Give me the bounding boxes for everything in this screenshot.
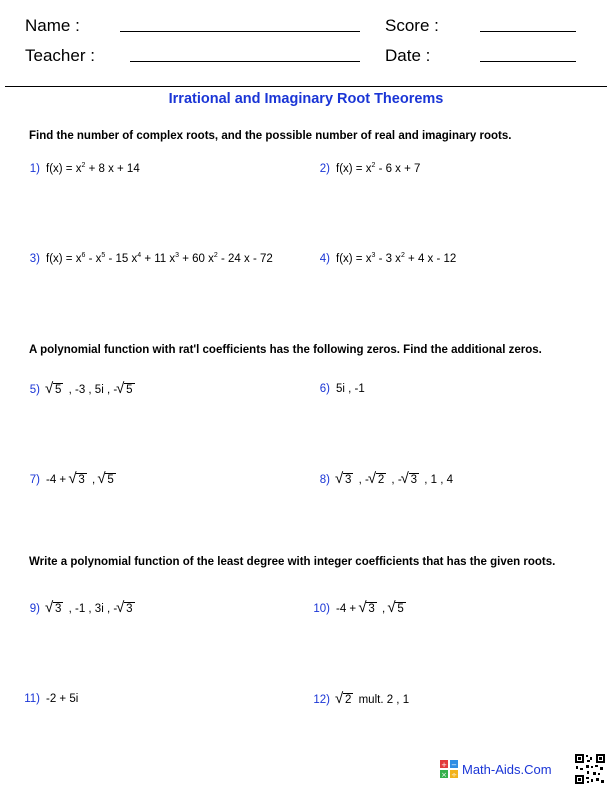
problem-8 — [310, 470, 454, 487]
problem-expression: $f(x) = x^6 - x^5 - 15$ $x^4 + 11$ $x^3 + 60$ $x^2 - 24$ x - 72 — [46, 252, 273, 265]
problem-expression: √ 3 , - √ 2 , - √ 3 , 1 , 4 — [335, 470, 454, 487]
sqrt-symbol: √ 2 — [335, 690, 352, 707]
sqrt-symbol: √ 3 — [45, 599, 62, 616]
problem-expression: $f(x) = x^3 - 3$ $x^2 + 4$ x - 12 — [336, 252, 457, 265]
problem-number: 9) — [29, 603, 40, 615]
problem-expression: -4 + √ 3 , √ 5 — [336, 599, 404, 616]
sqrt-symbol: √ 5 — [116, 380, 133, 397]
problem-number: 6) — [319, 383, 330, 395]
sqrt-symbol: √ 3 — [358, 599, 375, 616]
qr-code-icon — [575, 754, 605, 784]
sqrt-symbol: √ 5 — [45, 380, 62, 397]
problem-number: 3) — [29, 253, 40, 265]
svg-text:÷: ÷ — [451, 771, 457, 778]
problem-number: 12) — [313, 694, 330, 706]
problem-expression: √ 5 , -3 , 5i , - √ 5 — [45, 380, 133, 397]
name-blank — [120, 31, 360, 32]
problem-number: 7) — [29, 474, 40, 486]
worksheet-title: Irrational and Imaginary Root Theorems — [168, 91, 444, 107]
section-3-instruction: Write a polynomial function of the least degree with integer coefficients that has the given roots. — [29, 556, 556, 568]
problem-5 — [20, 380, 137, 397]
header-divider — [5, 86, 607, 87]
sqrt-symbol: √ 3 — [116, 599, 133, 616]
section-1-instruction: Find the number of complex roots, and the possible number of real and imaginary roots. — [29, 130, 512, 142]
problem-11 — [20, 693, 78, 705]
problem-expression: √ 3 , -1 , 3i , - √ 3 — [45, 599, 133, 616]
problem-9 — [20, 599, 137, 616]
footer-brand-text: Math-Aids.Com — [462, 762, 552, 777]
sqrt-symbol: √ 5 — [387, 599, 404, 616]
sqrt-symbol: √ 3 — [335, 470, 352, 487]
problem-expression: -4 + √ 3 , √ 5 — [46, 470, 114, 487]
problem-number: 8) — [319, 474, 330, 486]
score-label: Score : — [385, 16, 439, 35]
sqrt-symbol: √ 5 — [97, 470, 114, 487]
problem-expression: $f(x) = x^2 - 6$ x + 7 — [336, 162, 421, 175]
problem-number: 1) — [29, 163, 40, 175]
footer-brand — [440, 760, 552, 778]
svg-text:−: − — [451, 761, 457, 769]
sqrt-symbol: √ 3 — [68, 470, 85, 487]
problem-expression: $f(x) = x^2 + 8$ x + 14 — [46, 162, 140, 175]
svg-text:×: × — [441, 771, 447, 778]
problem-number: 11) — [24, 693, 40, 705]
teacher-blank — [130, 61, 360, 62]
problem-number: 10) — [313, 603, 330, 615]
problem-7 — [20, 470, 118, 487]
sqrt-symbol: √ 3 — [400, 470, 418, 487]
date-label: Date : — [385, 46, 431, 65]
problem-1 — [20, 163, 140, 175]
problem-4 — [310, 253, 456, 265]
problem-number: 2) — [319, 163, 330, 175]
section-2-instruction: A polynomial function with rat'l coefficients has the following zeros. Find the additional zeros. — [29, 344, 542, 356]
date-blank — [480, 61, 576, 62]
teacher-label: Teacher : — [25, 46, 95, 65]
sqrt-symbol: √ 2 — [367, 470, 385, 487]
problem-expression: 5i , -1 — [336, 383, 365, 395]
calculator-icon — [440, 760, 458, 778]
name-label: Name : — [25, 16, 80, 35]
problem-expression: √ 2 mult. 2 , 1 — [335, 690, 410, 707]
problem-number: 5) — [29, 384, 40, 396]
problem-expression: -2 + 5i — [46, 693, 79, 705]
problem-6 — [310, 383, 365, 395]
problem-3 — [20, 253, 273, 265]
problem-10 — [310, 599, 408, 616]
svg-text:+: + — [441, 761, 447, 769]
score-blank — [480, 31, 576, 32]
problem-number: 4) — [319, 253, 330, 265]
problem-2 — [310, 163, 420, 175]
problem-12 — [310, 690, 410, 707]
